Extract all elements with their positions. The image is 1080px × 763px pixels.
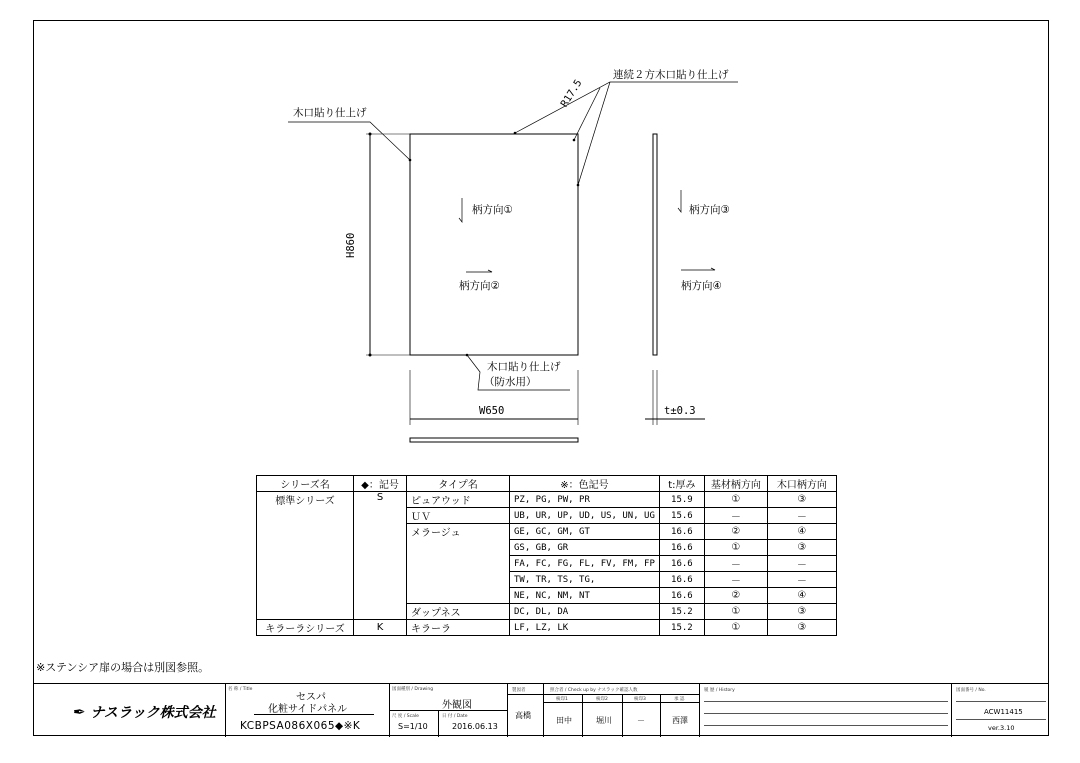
thickness-cell: 16.6 [659, 588, 704, 604]
type-cell: ＵＶ [407, 508, 510, 524]
color-cell: TW, TR, TS, TG, [510, 572, 660, 588]
table-row [257, 492, 837, 508]
number-caption: 図面番号 / No. [956, 688, 986, 693]
title-block [33, 683, 1049, 737]
radius-label: R17.5 [559, 77, 585, 110]
header-edge-pattern: 木口柄方向 [767, 476, 836, 492]
thickness-cell: 15.9 [659, 492, 704, 508]
date-value: 2016.06.13 [452, 722, 498, 731]
checker3-name: － [637, 716, 645, 725]
edge-pattern-cell: ③ [767, 620, 836, 636]
drawing-type: 外観図 [442, 700, 472, 711]
series-cell: キラーラシリーズ [257, 620, 354, 636]
history-cell [699, 684, 951, 737]
base-pattern-cell: ① [704, 620, 767, 636]
type-cell: メラージュ [407, 524, 510, 604]
panel-front-view [410, 134, 578, 355]
date-caption: 日 付 / Date [442, 714, 468, 719]
edge-pattern-cell: ④ [767, 524, 836, 540]
drawing-number: ACW11415 [984, 708, 1023, 716]
panel-side-view [653, 134, 657, 355]
edge-pattern-cell: － [767, 572, 836, 588]
header-symbol: ◆：記号 [354, 476, 407, 492]
width-dimension: W650 [479, 405, 505, 417]
scale-caption: 尺 度 / Scale [392, 714, 419, 719]
panel-bottom-view [410, 438, 578, 442]
series-cell: 標準シリーズ [257, 492, 354, 620]
base-pattern-cell: － [704, 508, 767, 524]
number-cell [951, 684, 1049, 737]
color-cell: GE, GC, GM, GT [510, 524, 660, 540]
logo-mark-icon: ✒ [73, 703, 86, 721]
checker2-name: 堀川 [596, 716, 612, 725]
drafter-name: 高橋 [515, 711, 531, 720]
drawing-info-cell [389, 684, 507, 737]
thickness-cell: 15.6 [659, 508, 704, 524]
edge-pattern-cell: ③ [767, 604, 836, 620]
company-name: ナスラック株式会社 [90, 705, 216, 721]
drafter-caption: 製図者 [512, 688, 526, 693]
base-pattern-cell: ① [704, 604, 767, 620]
pattern-direction-1: 柄方向① [472, 204, 513, 216]
model-number: KCBPSA086X065◆※K [240, 720, 361, 732]
thickness-cell: 15.2 [659, 604, 704, 620]
symbol-cell: K [354, 620, 407, 636]
base-pattern-cell: ② [704, 588, 767, 604]
scale-value: S=1/10 [398, 722, 428, 731]
edge-pattern-cell: ④ [767, 588, 836, 604]
thickness-cell: 16.6 [659, 524, 704, 540]
approver-name: 西澤 [672, 716, 688, 725]
edge-pattern-cell: － [767, 556, 836, 572]
checker3-caption: 検印3 [634, 697, 646, 702]
pattern-direction-4: 柄方向④ [681, 280, 722, 292]
history-caption: 履 歴 / History [704, 688, 735, 693]
thickness-cell: 16.6 [659, 540, 704, 556]
checker2-caption: 検印2 [596, 697, 608, 702]
color-cell: NE, NC, NM, NT [510, 588, 660, 604]
pattern-direction-3: 柄方向③ [689, 204, 730, 216]
check-cell [543, 684, 699, 737]
title-cell [225, 684, 389, 737]
color-cell: PZ, PG, PW, PR [510, 492, 660, 508]
color-cell: DC, DL, DA [510, 604, 660, 620]
header-thickness: t:厚み [659, 476, 704, 492]
drafter-cell [507, 684, 543, 737]
product-title: セスパ [296, 692, 326, 703]
company-logo [73, 702, 216, 722]
header-base-pattern: 基材柄方向 [704, 476, 767, 492]
color-cell: GS, GB, GR [510, 540, 660, 556]
type-cell: ピュアウッド [407, 492, 510, 508]
wood-edge-callout-left: 木口貼り仕上げ [293, 107, 367, 119]
spec-table [256, 475, 837, 636]
wood-edge-callout-bottom: 木口貼り仕上げ [487, 361, 561, 373]
checker1-caption: 検印1 [556, 697, 568, 702]
edge-pattern-cell: ③ [767, 492, 836, 508]
type-cell: キラーラ [407, 620, 510, 636]
checker1-name: 田中 [556, 716, 572, 725]
header-type: タイプ名 [407, 476, 510, 492]
waterproof-label: （防水用） [484, 376, 537, 388]
header-series: シリーズ名 [257, 476, 354, 492]
table-row [257, 620, 837, 636]
thickness-cell: 16.6 [659, 572, 704, 588]
version-label: ver.3.10 [988, 724, 1015, 732]
thickness-cell: 15.2 [659, 620, 704, 636]
pattern-direction-2: 柄方向② [459, 280, 500, 292]
stencia-note: ※ステンシア扉の場合は別図参照。 [36, 661, 210, 674]
drawing-caption: 図面種別 / Drawing [392, 687, 434, 692]
type-cell: ダップネス [407, 604, 510, 620]
height-dimension: H860 [345, 232, 357, 258]
base-pattern-cell: ① [704, 540, 767, 556]
base-pattern-cell: ② [704, 524, 767, 540]
approver-caption: 承 認 [674, 697, 685, 702]
base-pattern-cell: － [704, 556, 767, 572]
edge-pattern-cell: － [767, 508, 836, 524]
base-pattern-cell: － [704, 572, 767, 588]
color-cell: LF, LZ, LK [510, 620, 660, 636]
edge-pattern-cell: ③ [767, 540, 836, 556]
color-cell: UB, UR, UP, UD, US, UN, UG [510, 508, 660, 524]
thickness-dimension: t±0.3 [664, 405, 696, 417]
continuous-edge-callout: 連続２方木口貼り仕上げ [613, 69, 729, 81]
header-color: ※：色記号 [510, 476, 660, 492]
title-caption: 名 称 / Title [228, 687, 253, 692]
check-caption: 照合者 / Check up by ナスラック確認人数 [550, 688, 638, 693]
spec-table-header [257, 476, 837, 492]
symbol-cell: S [354, 492, 407, 620]
color-cell: FA, FC, FG, FL, FV, FM, FP [510, 556, 660, 572]
thickness-cell: 16.6 [659, 556, 704, 572]
product-subtitle: 化粧サイドパネル [268, 704, 348, 715]
base-pattern-cell: ① [704, 492, 767, 508]
